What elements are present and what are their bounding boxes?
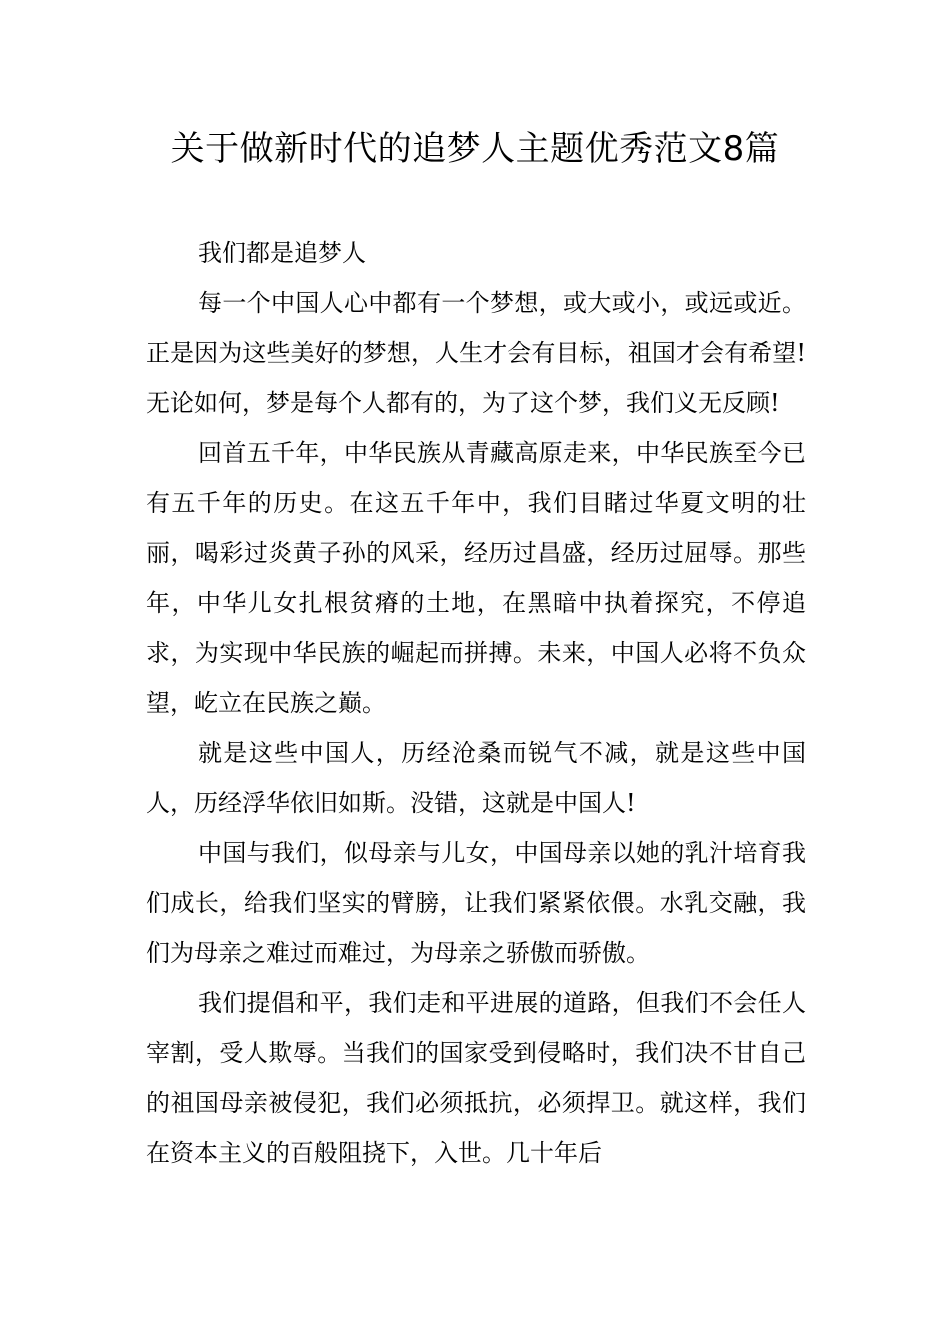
body-paragraph: 我们提倡和平，我们走和平进展的道路，但我们不会任人宰割，受人欺辱。当我们的国家受到侵略时，我们决不甘自己的祖国母亲被侵犯，我们必须抵抗，必须捍卫。就这样，我们在资本主义的百般阻挠下，入世。几十年后 [146, 989, 806, 1167]
document-title: 关于做新时代的追梦人主题优秀范文8篇 [170, 129, 780, 169]
document-body [146, 228, 806, 1178]
body-paragraph: 回首五千年，中华民族从青藏高原走来，中华民族至今已有五千年的历史。在这五千年中，我们目睹过华夏文明的壮丽，喝彩过炎黄子孙的风采，经历过昌盛，经历过屈辱。那些年，中华儿女扎根贫瘠的土地，在黑暗中执着探究，不停追求，为实现中华民族的崛起而拼搏。未来，中国人必将不负众望，屹立在民族之巅。 [146, 439, 806, 717]
body-paragraph: 每一个中国人心中都有一个梦想，或大或小，或远或近。正是因为这些美好的梦想，人生才会有目标，祖国才会有希望!无论如何，梦是每个人都有的，为了这个梦，我们义无反顾! [146, 289, 806, 417]
body-paragraph: 中国与我们，似母亲与儿女，中国母亲以她的乳汁培育我们成长，给我们坚实的臂膀，让我们紧紧依偎。水乳交融，我们为母亲之难过而难过，为母亲之骄傲而骄傲。 [146, 839, 806, 967]
body-paragraph: 就是这些中国人，历经沧桑而锐气不减，就是这些中国人，历经浮华依旧如斯。没错，这就是中国人! [146, 739, 806, 817]
section-heading: 我们都是追梦人 [198, 239, 366, 267]
